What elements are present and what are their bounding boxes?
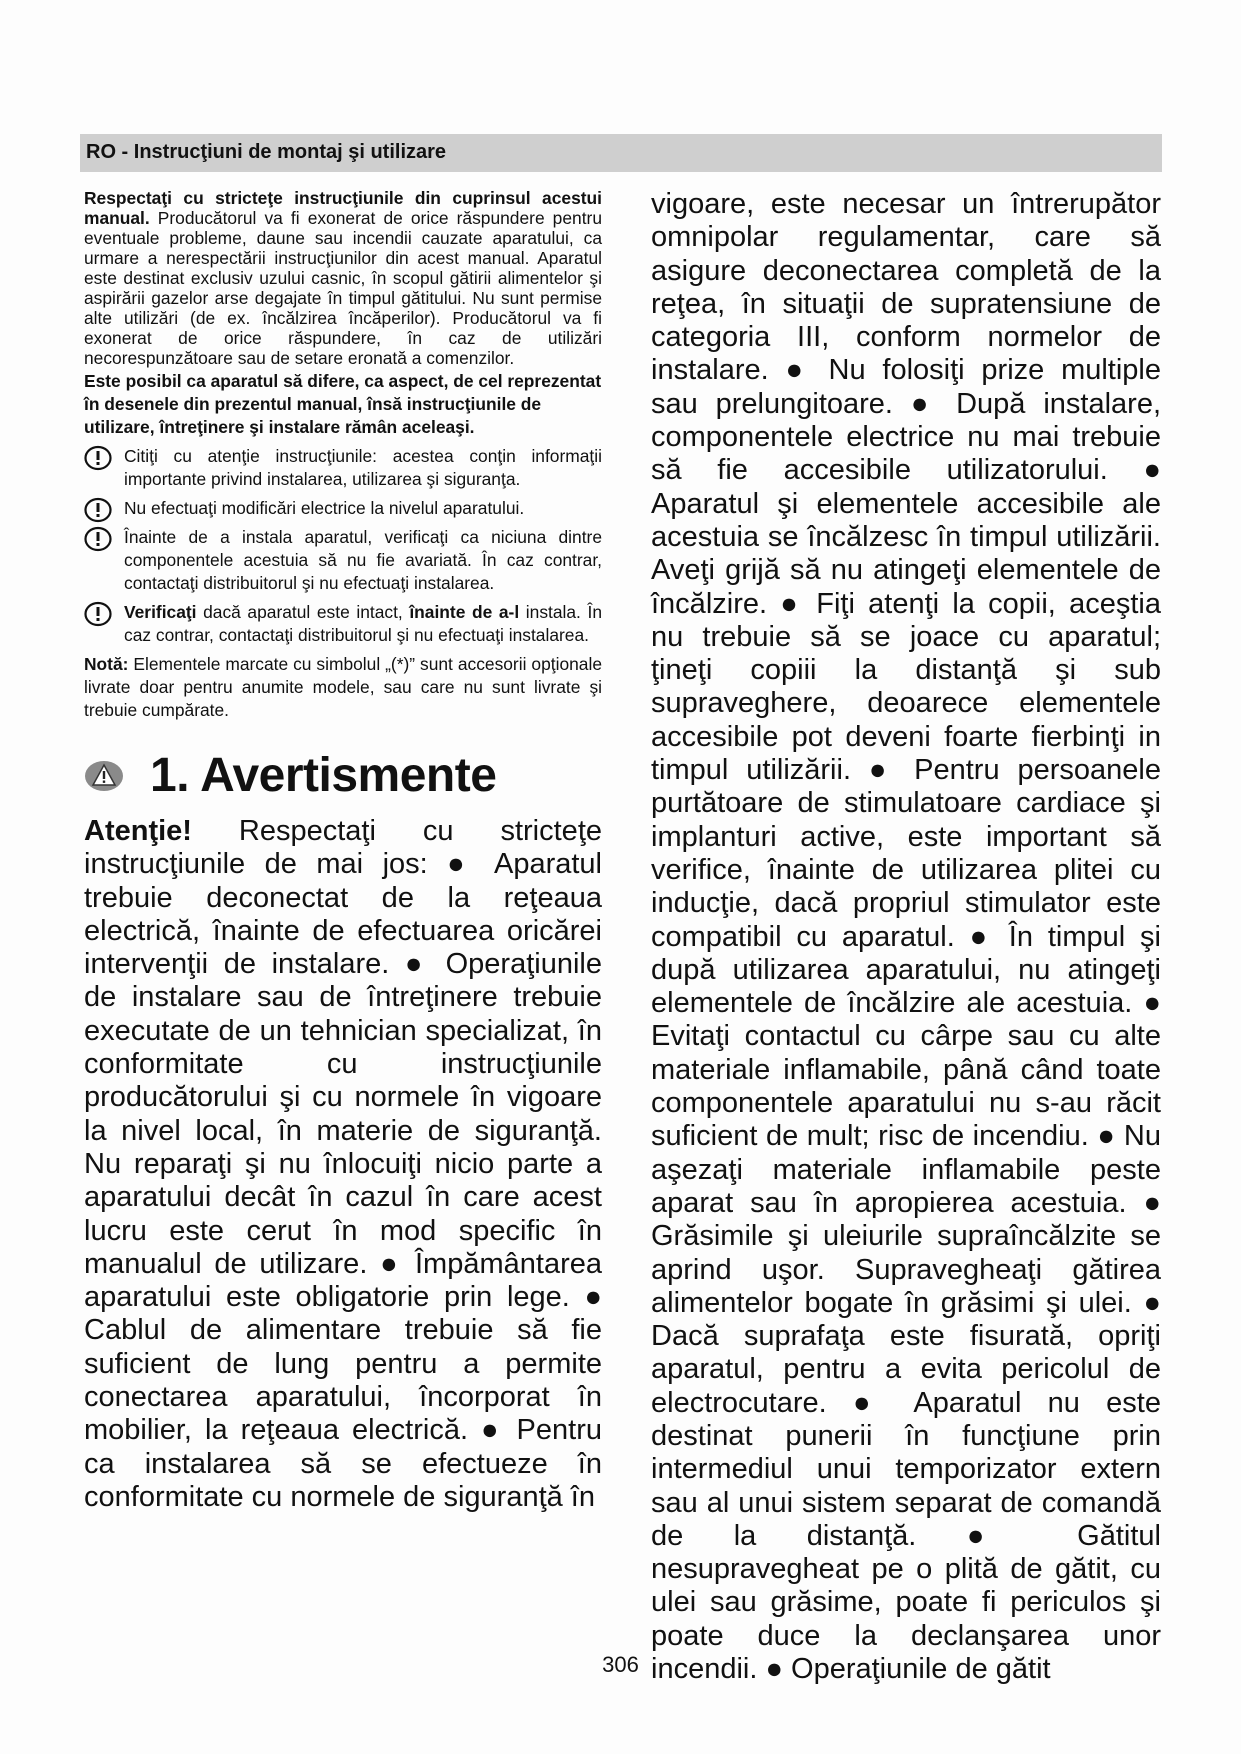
section-heading xyxy=(84,748,602,803)
note-text: Elementele marcate cu simbolul „(*)” sunt accesorii opţionale livrate doar pentru anumite modele, sau care nu sunt livrate şi trebuie cumpărate. xyxy=(84,654,602,720)
warning-item xyxy=(84,526,602,595)
warning-text: Nu efectuaţi modificări electrice la nivelul aparatului. xyxy=(124,498,525,518)
warning-bold-2: înainte de a-l xyxy=(409,602,520,622)
warning-item xyxy=(84,601,602,647)
warnings-body-right: vigoare, este necesar un întrerupător omnipolar regulamentar, care să asigure deconectarea completă de la reţea, în situaţii de supratensiune de categoria III, conform normelor de instalare. ● Nu folosiţi prize multiple sau prelungitoare. ● După instalare, componentele electrice nu mai trebuie să fie accesibile utilizatorului. ● Aparatul şi elementele accesibile ale acestuia se încălzesc în timpul utilizării. Aveţi grijă să nu atingeţi elementele de încălzire. ● Fiţi atenţi la copii, aceştia nu trebuie să se joace cu aparatul; ţineţi copiii la distanţă şi sub supraveghere, deoarece elementele accesibile pot deveni foarte fierbinţi in timpul utilizării. ● Pentru persoanele purtătoare de stimulatoare cardiace şi implanturi active, este important să verifice, înainte de utilizarea plitei cu inducţie, dacă propriul stimulator este compatibil cu aparatul. ● În timpul şi după utilizarea aparatului, nu atingeţi elementele de încălzire ale acestuia. ● Evitaţi contactul cu cârpe sau cu alte materiale inflamabile, până când toate componentele aparatului nu s-au răcit suficient de mult; risc de incendiu. ● Nu aşezaţi materiale inflamabile peste aparat sau în apropierea acestuia. ● Grăsimile şi uleiurile supraîncălzite se aprind uşor. Supravegheaţi gătirea alimentelor bogate în grăsimi şi ulei. ● Dacă suprafaţa este fisurată, opriţi aparatul, pentru a evita pericolul de electrocutare. ● Aparatul nu este destinat punerii în funcţiune prin intermediul unui temporizator extern sau al unui sistem separat de comandă de la distanţă. ● Gătitul nesupravegheat pe o plită de gătit, cu ulei sau grăsime, poate fi periculos şi poate duce la declanşarea unor incendii. ● Operaţiunile de gătit xyxy=(651,188,1161,1686)
warning-circle-icon xyxy=(84,497,112,523)
warning-text-2: instala. În caz contrar, contactaţi distribuitorul şi nu efectuaţi instalarea. xyxy=(124,602,602,645)
intro-body: Producătorul va fi exonerat de orice răspundere pentru eventuale probleme, daune sau incendii cauzate aparatului, ca urmare a nerespectării instrucţiunilor din acest manual. Aparatul este destinat exclusiv uzului casnic, în scopul gătirii alimentelor şi aspirării gazelor arse degajate în timpul gătitului. Nu sunt permise alte utilizări (de ex. încălzirea încăperilor). Producătorul va fi exonerat de orice răspundere, în caz de utilizări necorespunzătoare sau de setare eronată a comenzilor. xyxy=(84,208,602,368)
warning-item xyxy=(84,497,602,520)
intro-lead: Respectaţi cu stricteţe instrucţiunile din cuprinsul acestui manual. xyxy=(84,188,602,228)
warning-circle-icon xyxy=(84,445,112,471)
appearance-notice: Este posibil ca aparatul să difere, ca aspect, de cel reprezentat în desenele din prezentul manual, însă instrucţiunile de utilizare, întreţinere şi instalare rămân aceleaşi. xyxy=(84,371,602,437)
warning-text: dacă aparatul este intact, xyxy=(196,602,410,622)
warning-triangle-icon xyxy=(84,759,124,793)
note-label: Notă: xyxy=(84,654,129,674)
warning-bold: Verificaţi xyxy=(124,602,197,622)
header-bar xyxy=(80,134,1162,172)
page-number: 306 xyxy=(602,1652,639,1677)
warning-circle-icon xyxy=(84,526,112,552)
warning-item xyxy=(84,445,602,491)
warnings-body-left xyxy=(84,815,602,1514)
warning-circle-icon xyxy=(84,601,112,627)
note-paragraph xyxy=(84,653,602,722)
left-column xyxy=(84,188,602,1514)
warnings-text-left: Respectaţi cu stricteţe instrucţiunile de mai jos: ● Aparatul trebuie deconectat de la reţeaua electrică, înainte de efectuarea oricărei intervenţii de instalare. ● Operaţiunile de instalare sau de întreţinere trebuie executate de un tehnician specializat, în conformitate cu instrucţiunile producătorului şi cu normele în vigoare la nivel local, în materie de siguranţă. Nu reparaţi şi nu înlocuiţi nicio parte a aparatului decât în cazul în care acest lucru este cerut în mod specific în manualul de utilizare. ● Împământarea aparatului este obligatorie prin lege. ● Cablul de alimentare trebuie să fie suficient de lung pentru a permite conectarea aparatului, încorporat în mobilier, la reţeaua electrică. ● Pentru ca instalarea să se efectueze în conformitate cu normele de siguranţă în xyxy=(84,815,602,1513)
attention-label: Atenţie! xyxy=(84,815,192,847)
warning-text: Citiţi cu atenţie instrucţiunile: acestea conţin informaţii importante privind instalarea, utilizarea şi siguranţa. xyxy=(124,446,602,489)
right-column xyxy=(651,188,1161,1686)
warning-text: Înainte de a instala aparatul, verificaţi ca niciuna dintre componentele acestuia să nu fie avariată. În caz contrar, contactaţi distribuitorul şi nu efectuaţi instalarea. xyxy=(124,527,602,593)
intro-paragraph xyxy=(84,188,602,368)
section-title: 1. Avertismente xyxy=(150,749,497,802)
page-title: RO - Instrucţiuni de montaj şi utilizare xyxy=(86,141,447,163)
